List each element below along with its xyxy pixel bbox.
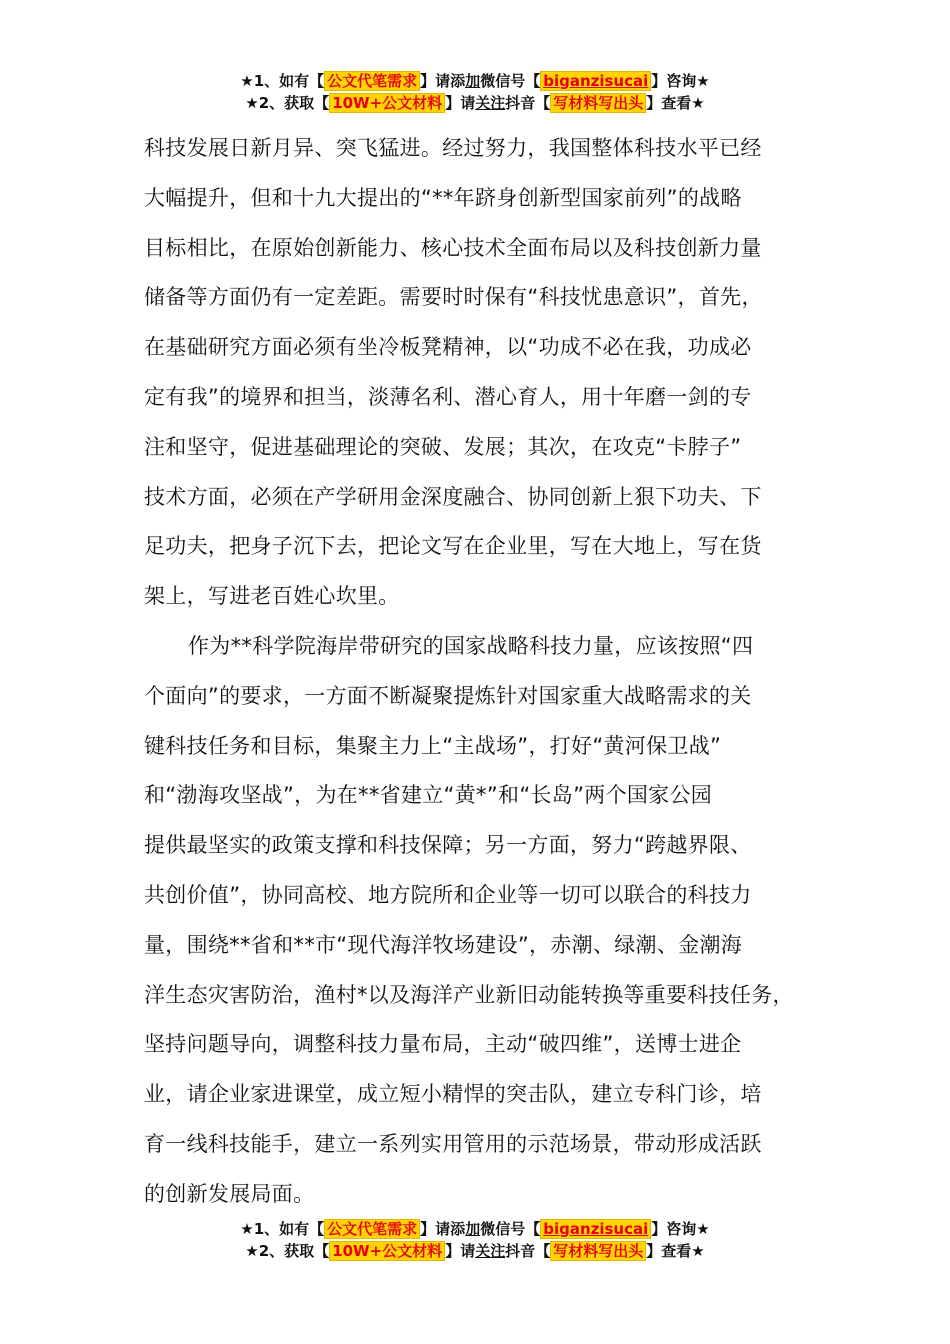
text-line: 目标相比，在原始创新能力、核心技术全面布局以及科技创新力量 xyxy=(144,235,762,260)
promo-text: 】查看★ xyxy=(646,94,705,112)
text-line: 提供最坚实的政策支撑和科技保障；另一方面，努力“跨越界限、 xyxy=(144,833,752,858)
text-line: 在基础研究方面必须有坐冷板凳精神，以“功成不必在我，功成必 xyxy=(144,335,752,360)
text-line: 注和坚守，促进基础理论的突破、发展；其次，在攻克“卡脖子” xyxy=(144,434,742,459)
text-line: 育一线科技能手，建立一系列实用管用的示范场景，带动形成活跃 xyxy=(144,1131,762,1156)
promo-text: ★1、如有【 xyxy=(240,72,325,90)
highlight-materials: 10W+公文材料 xyxy=(329,93,445,113)
text-line: 储备等方面仍有一定差距。需要时时保有“科技忧患意识”，首先， xyxy=(144,285,763,310)
wechat-id-link[interactable]: biganzisucai xyxy=(540,1219,651,1239)
text-line: 量，围绕**省和**市“现代海洋牧场建设”，赤潮、绿潮、金潮海 xyxy=(144,932,743,957)
text-line: 足功夫，把身子沉下去，把论文写在企业里，写在大地上，写在货 xyxy=(144,534,762,559)
paragraph-1 xyxy=(144,124,834,622)
promo-line-2 xyxy=(0,1240,950,1262)
promo-text: 抖音【 xyxy=(505,94,551,112)
promo-text: 】请添 xyxy=(420,72,466,90)
text-line: 个面向”的要求，一方面不断凝聚提炼针对国家重大战略需求的关 xyxy=(144,683,752,708)
text-line: 共创价值”，协同高校、地方院所和企业等一切可以联合的科技力 xyxy=(144,882,752,907)
header-promo-banner xyxy=(0,70,950,114)
promo-text: 】请 xyxy=(445,1242,476,1260)
text-line: 科技发展日新月异、突飞猛进。经过努力，我国整体科技水平已经 xyxy=(144,136,762,160)
promo-line-2 xyxy=(0,92,950,114)
text-line: 技术方面，必须在产学研用金深度融合、协同创新上狠下功夫、下 xyxy=(144,484,762,509)
promo-text: ★2、获取【 xyxy=(245,94,330,112)
text-line: 作为**科学院海岸带研究的国家战略科技力量，应该按照“四 xyxy=(188,633,754,658)
promo-text: 】请 xyxy=(445,94,476,112)
promo-line-1 xyxy=(0,1218,950,1240)
promo-text: 微信号【 xyxy=(480,72,541,90)
document-body xyxy=(144,124,834,1220)
highlight-douyin-account: 写材料写出头 xyxy=(550,93,646,113)
promo-text: 】查看★ xyxy=(646,1242,705,1260)
promo-line-1 xyxy=(0,70,950,92)
text-line: 坚持问题导向，调整科技力量布局，主动“破四维”，送博士进企 xyxy=(144,1032,742,1057)
text-line: 洋生态灾害防治，渔村*以及海洋产业新旧动能转换等重要科技任务， xyxy=(144,982,794,1007)
promo-text: 】咨询★ xyxy=(651,1220,710,1238)
text-line: 和“渤海攻坚战”，为在**省建立“黄*”和“长岛”两个国家公园 xyxy=(144,783,713,808)
promo-text: 抖音【 xyxy=(505,1242,551,1260)
promo-text: ★1、如有【 xyxy=(240,1220,325,1238)
highlight-materials: 10W+公文材料 xyxy=(329,1241,445,1261)
wechat-id-link[interactable]: biganzisucai xyxy=(540,71,651,91)
promo-text: ★2、获取【 xyxy=(245,1242,330,1260)
text-line: 业，请企业家进课堂，成立短小精悍的突击队，建立专科门诊，培 xyxy=(144,1082,762,1107)
promo-text: 微信号【 xyxy=(480,1220,541,1238)
promo-underlined-text: 加 xyxy=(465,1220,481,1238)
promo-underlined-text: 关注 xyxy=(475,94,506,112)
text-line: 的创新发展局面。 xyxy=(144,1181,315,1206)
text-line: 键科技任务和目标，集聚主力上“主战场”，打好“黄河保卫战” xyxy=(144,733,722,758)
highlight-douyin-account: 写材料写出头 xyxy=(550,1241,646,1261)
promo-text: 】咨询★ xyxy=(651,72,710,90)
highlight-service: 公文代笔需求 xyxy=(324,71,420,91)
promo-underlined-text: 关注 xyxy=(475,1242,506,1260)
promo-text: 】请添 xyxy=(420,1220,466,1238)
paragraph-2 xyxy=(144,622,834,1220)
footer-promo-banner xyxy=(0,1218,950,1262)
text-line: 定有我”的境界和担当，淡薄名利、潜心育人，用十年磨一剑的专 xyxy=(144,384,752,409)
text-line: 大幅提升，但和十九大提出的“**年跻身创新型国家前列”的战略 xyxy=(144,185,742,210)
highlight-service: 公文代笔需求 xyxy=(324,1219,420,1239)
text-line: 架上，写进老百姓心坎里。 xyxy=(144,584,400,609)
promo-underlined-text: 加 xyxy=(465,72,481,90)
